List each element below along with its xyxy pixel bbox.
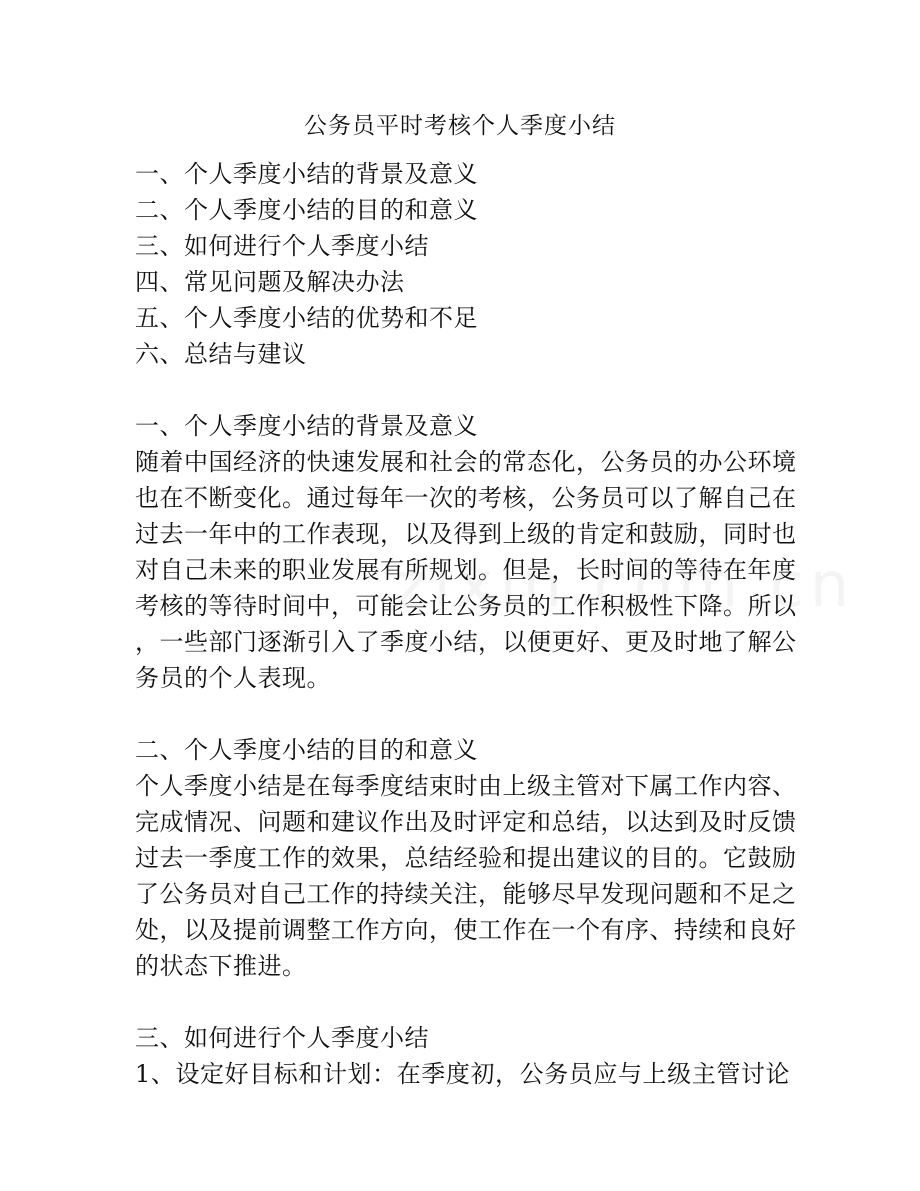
section-1-line: 也在不断变化。通过每年一次的考核，公务员可以了解自己在 bbox=[135, 484, 797, 512]
blank-line bbox=[135, 984, 790, 1020]
toc-item-2: 二、个人季度小结的目的和意义 bbox=[135, 196, 478, 224]
document-body bbox=[135, 156, 797, 1092]
blank-line bbox=[135, 372, 790, 408]
section-3-heading: 三、如何进行个人季度小结 bbox=[135, 1024, 429, 1052]
section-3-line: 1、设定好目标和计划：在季度初，公务员应与上级主管讨论 bbox=[135, 1060, 790, 1088]
section-2-heading: 二、个人季度小结的目的和意义 bbox=[135, 736, 478, 764]
section-2-line: 个人季度小结是在每季度结束时由上级主管对下属工作内容、 bbox=[135, 772, 797, 800]
section-1-line: 对自己未来的职业发展有所规划。但是，长时间的等待在年度 bbox=[135, 556, 797, 584]
toc-item-1: 一、个人季度小结的背景及意义 bbox=[135, 160, 478, 188]
toc-item-3: 三、如何进行个人季度小结 bbox=[135, 232, 429, 260]
section-2-line: 处，以及提前调整工作方向，使工作在一个有序、持续和良好 bbox=[135, 916, 797, 944]
section-1-line: 随着中国经济的快速发展和社会的常态化，公务员的办公环境 bbox=[135, 448, 797, 476]
section-1-heading: 一、个人季度小结的背景及意义 bbox=[135, 412, 478, 440]
section-1-line: 考核的等待时间中，可能会让公务员的工作积极性下降。所以 bbox=[135, 592, 797, 620]
section-1-line: 过去一年中的工作表现，以及得到上级的肯定和鼓励，同时也 bbox=[135, 520, 797, 548]
section-2-line: 完成情况、问题和建议作出及时评定和总结，以达到及时反馈 bbox=[135, 808, 797, 836]
page-title: 公务员平时考核个人季度小结 bbox=[304, 113, 616, 139]
blank-line bbox=[135, 696, 790, 732]
toc-item-5: 五、个人季度小结的优势和不足 bbox=[135, 304, 478, 332]
section-2-line: 了公务员对自己工作的持续关注，能够尽早发现问题和不足之 bbox=[135, 880, 797, 908]
section-2-line: 的状态下推进。 bbox=[135, 952, 307, 980]
section-2-line: 过去一季度工作的效果，总结经验和提出建议的目的。它鼓励 bbox=[135, 844, 797, 872]
section-1-line: ，一些部门逐渐引入了季度小结，以便更好、更及时地了解公 bbox=[135, 628, 797, 656]
section-1-line: 务员的个人表现。 bbox=[135, 664, 331, 692]
toc-item-6: 六、总结与建议 bbox=[135, 340, 307, 368]
toc-item-4: 四、常见问题及解决办法 bbox=[135, 268, 405, 296]
